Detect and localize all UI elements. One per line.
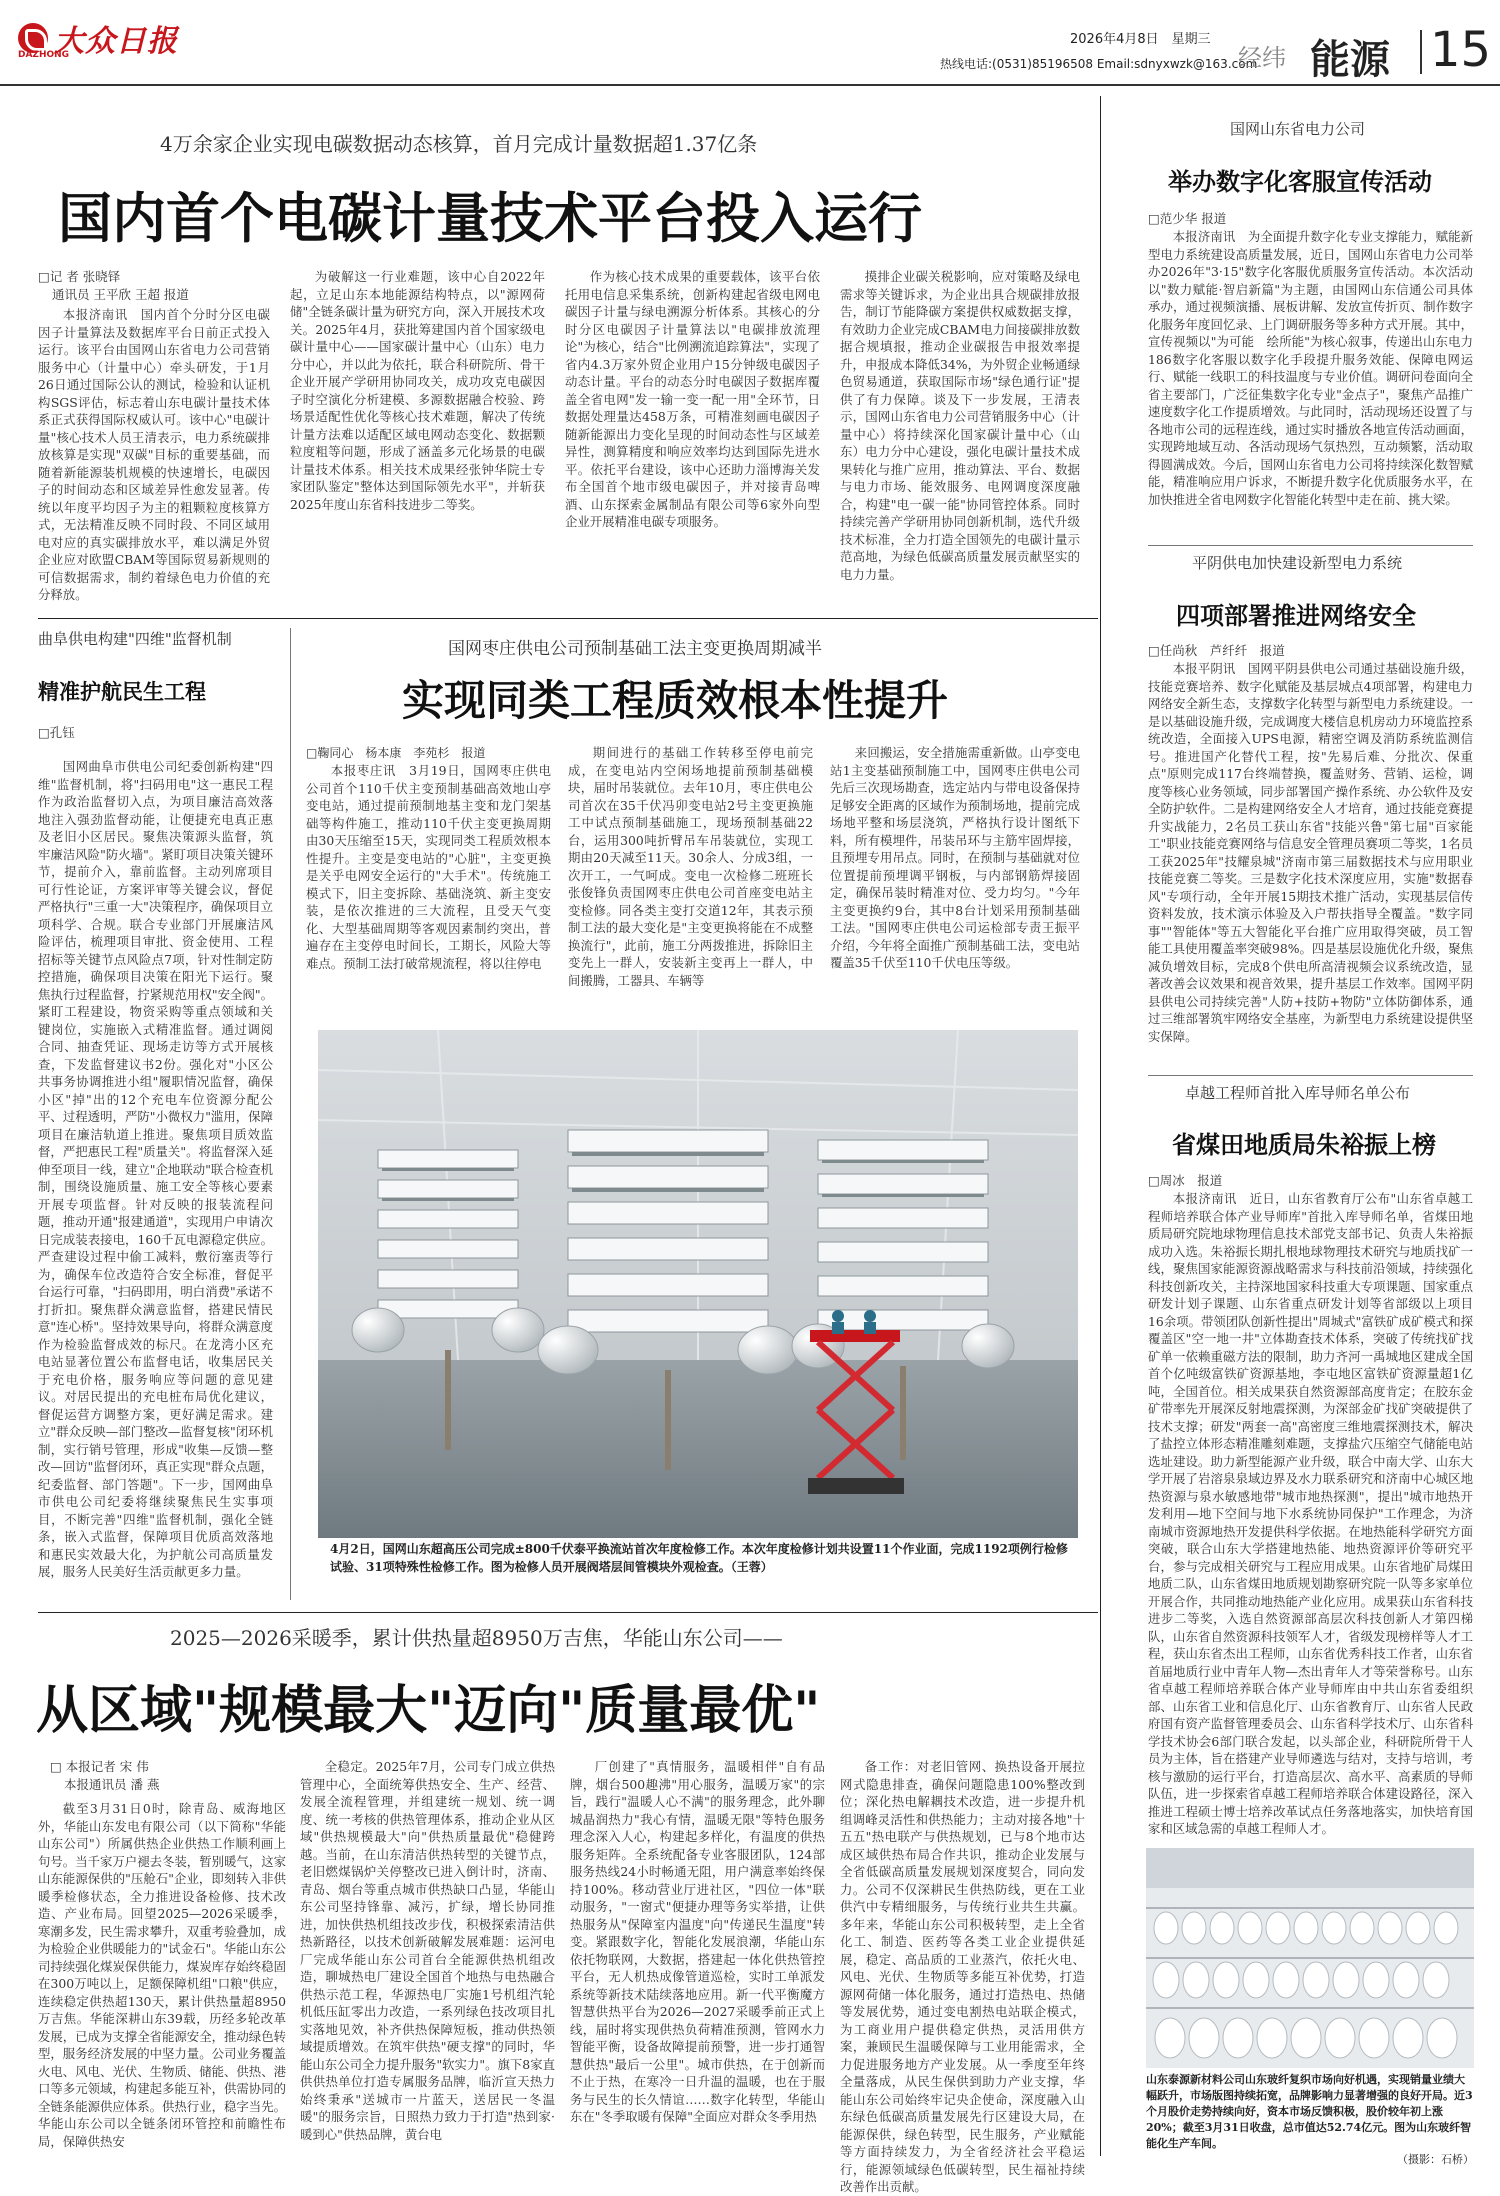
issue-date: 2026年4月8日 星期三 xyxy=(1070,32,1211,47)
lower-section-divider xyxy=(38,1612,1098,1613)
article7-byline-correspondent: 本报通讯员 潘 燕 xyxy=(64,1777,160,1792)
article2-body: 本报济南讯 为全面提升数字化专业支撑能力，赋能新型电力系统建设高质量发展，近日，国网山东省电力公司举办2026年"3·15"数字化客服优质服务宣传活动。本次活动以"数力赋能·智启新篇"为主题，由国网山东信通公司具体承办，通过视频演播、展板讲解、发放宣传折页、制作数字化服务年度回忆录、上门调研服务等多种方式开展。其中，宣传视频以"为可能 绘所能"为核心叙事，传递出山东电力186数字化客服以数字化手段提升服务效能、保障电网运行、赋能一线职工的科技温度与专业价值。调研问卷面向全省主要部门，广泛征集数字化专业"金点子"，聚焦产品推广速度数字化工作提质增效。与此同时，活动现场还设置了与各地市公司的远程连线，通过实时播放各地宣传活动画面，实现跨地域互动、各活动现场气氛热烈，互动频繁，活动取得圆满成效。今后，国网山东省电力公司将持续深化数智赋能，精准响应用户诉求，不断提升数字化优质服务水平，在加快推进全省电网数字化智能化转型中走在前、挑大梁。 xyxy=(1148,229,1473,507)
article3-byline: □任尚秋 芦纤纤 报道 xyxy=(1148,643,1285,658)
article7-column-3: 厂创建了"真情服务，温暖相伴"自有品牌，烟台500趣沸"用心服务，温暖万家"的宗旨，践行"温暖人心不满"的服务理念，此外聊城晶润热力"我心有情，温暖无限"等特色服务理念深入人心，构建起多样化，有温度的供热服务矩阵。全系统配备专业客服团队，124部服务热线24小时畅通无阻，用户满意率始终保持100%。移动营业厅进社区，"四位一体"联动服务，"一窗式"便捷办理等务实举措，让供热服务从"保障室内温度"向"传递民生温度"转变。紧跟数字化，智能化发展浪潮，华能山东依托物联网，大数据，搭建起一体化供热管控平台，无人机热成像管道巡检，实时工单派发系统等新技术陆续落地应用。新一代平衡魔方智慧供热平台为2026—2027采暖季前正式上线，届时将实现供热负荷精准预测，管网水力智能平衡，设备故障提前预警，进一步打通智慧供热"最后一公里"。城市供热，在于创新而不止于热，在寒冷一日升温的温暖，也在于服务与民生的长久情谊……数字化转型，华能山东在"冬季取暖有保障"全面应对群众冬季用热 xyxy=(570,1759,825,2124)
article2-headline: 举办数字化客服宣传活动 xyxy=(1168,168,1432,196)
photo1-caption-text: 4月2日，国网山东超高压公司完成±800千伏泰平换流站首次年度检修工作。本次年度检修计划共设置11个作业面，完成1192项例行检修试验、31项特殊性检修工作。图为检修人员开展阀塔层间管模块外观检查。 xyxy=(330,1542,1068,1574)
article1-headline: 国内首个电碳计量技术平台投入运行 xyxy=(58,187,922,250)
article6-byline: □周冰 报道 xyxy=(1148,1173,1223,1188)
article7-column-2: 全稳定。2025年7月，公司专门成立供热管理中心，全面统筹供热安全、生产、经营、发展全流程管理，并组建统一规划、统一调度、统一考核的供热管理体系，推动企业从区域"供热规模最大"向"供热质量最优"稳健跨越。当前，在山东清洁供热转型的关键节点，老旧燃煤锅炉关停整改已进入倒计时，济南、青岛、烟台等重点城市供热缺口凸显，华能山东公司坚持锋靠、减污，扩绿，增长协同推进，加快供热机组技改步伐，积极探索清洁供热新路径，以技术创新破解发展难题：运河电厂完成华能山东公司首台全能源供热机组改造，聊城热电厂建设全国首个地热与电热融合供热示范工程，华源热电厂实施1号机组汽轮机低压缸零出力改造，一系列绿色技改项目扎实落地见效，补齐供热保障短板，推动供热领域提质增效。在筑牢供热"硬支撑"的同时，华能山东公司全力提升服务"软实力"。旗下8家直供供热单位打造专属服务品牌，临沂宣天热力始终秉承"送城市一片蓝天，送居民一冬温暖"的服务宗旨，日照热力致力于打造"热到家·暖到心"供热品牌，黄台电 xyxy=(300,1759,555,2142)
article3-headline: 四项部署推进网络安全 xyxy=(1176,602,1416,630)
article1-byline-reporter: □记 者 张晓铎 xyxy=(38,269,121,284)
section-subtitle: 经纬 xyxy=(1238,44,1286,72)
article5-column-3: 来回搬运，安全措施需重新做。山亭变电站1主变基础预制施工中，国网枣庄供电公司先后三次现场勘查，选定站内与带电设备保持足够安全距离的区域作为预制场地，提前完成场地平整和场层浇筑，严格执行设计图纸下料，所有模埋件，吊装吊环与主筋牢固焊接，且预埋专用吊点。同时，在预制与基础就对位位置提前预埋调平钢板，与内部钢筋焊接固定，确保吊装时精准对位、受力均匀。"今年主变更换约9台，其中8台计划采用预制基础工法。"国网枣庄供电公司运检部专责王振平介绍，今年将全面推广预制基础工法，变电站覆盖35千伏至110千伏电压等级。 xyxy=(830,745,1080,970)
article4-kicker: 曲阜供电构建"四维"监督机制 xyxy=(38,630,232,648)
fiberglass-spools-illustration xyxy=(1146,1848,1474,2068)
page-number: 15 xyxy=(1430,22,1492,78)
photo2-credit: （摄影：石桥） xyxy=(1397,2153,1474,2166)
article1-kicker: 4万余家企业实现电碳数据动态核算，首月完成计量数据超1.37亿条 xyxy=(160,132,758,156)
article2-divider xyxy=(1148,545,1473,546)
article3-body: 本报平阴讯 国网平阴县供电公司通过基础设施升级，技能竞赛培养、数字化赋能及基层城点4项部署，构建电力网络安全新生态，支撑数字化转型与新型电力系统建设。一是以基础设施升级，完成调度大楼信息机房动力环境监控系统改造，全面接入UPS电源，精密空调及消防系统监测信号。推进国产化替代工程，按"先易后难、分批次、保重点"原则完成117台终端替换，覆盖财务、营销、运检，调度等核心业务领域，同步部署国产操作系统、办公软件及安全防护软件。二是构建网络安全人才培育，通过技能竞赛提升实战能力，2名员工获山东省"技能兴鲁"第七届"百家能工"职业技能竞赛网络与信息安全管理员赛项二等奖，1名员工获2025年"技耀泉城"济南市第三届数据技术与应用职业技能竞赛二等奖。三是数字化技术深度应用，实施"数据春风"专项行动，全年开展15期技术推广活动，实现基层信传资料发放，技术演示体验及入户帮扶指导全覆盖。"数字同事""智能体"等五大智能化平台推广应用取得突破，员工智能工具使用覆盖率突破98%。四是基层设施优化升级，聚焦减负增效目标，完成8个供电所高清视频会议系统改造，显著改善会议效果和视音效果，提升基层工作效率。国网平阴县供电公司持续完善"人防+技防+物防"立体防御体系，通过三维部署筑牢网络安全基座，为新型电力系统建设提供坚实保障。 xyxy=(1148,661,1473,1044)
article7-byline xyxy=(50,1758,159,1794)
photo2-caption-text: 山东泰源新材料公司山东玻纤复织市场向好机遇，实现销量业绩大幅跃升，市场版图持续拓宽，品牌影响力显著增强的良好开局。近3个月股价走势持续向好，资本市场反馈积极，股价较年初上涨20%；截至3月31日收盘，总市值达52.74亿元。图为山东玻纤智能化生产车间。 xyxy=(1146,2073,1473,2150)
article5-kicker: 国网枣庄供电公司预制基础工法主变更换周期减半 xyxy=(448,639,822,659)
section-title: 能源 xyxy=(1310,37,1390,83)
article7-column-1: 截至3月31日0时，除青岛、威海地区外，华能山东发电有限公司（以下简称"华能山东公司"）所属供热企业供热工作顺利画上句号。当千家万户褪去冬装，暂别暖气，这家山东能源保供的"压舱石"企业，即刻转入非供暖季检修状态，全力推进设备检修、技术改造、产业布局。回望2025—2026采暖季，寒潮多发，民生需求攀升，双重考验叠加，成为检验企业供暖能力的"试金石"。华能山东公司持续强化煤炭保供能力，煤炭库存始终稳固在300万吨以上，足额保障机组"口粮"供应，连续稳定供热超130天，累计供热量超8950万吉焦。华能深耕山东39载，历经多轮改革发展，已成为支撑全省能源安全，推动绿色转型，服务经济发展的中坚力量。公司业务覆盖火电、风电、光伏、生物质、储能、供热、港口等多元领域，构建起多能互补，供需协同的全链条能源供应体系。供热行业，稳字当先。华能山东公司以全链条闭环管控和前瞻性布局，保障供热安 xyxy=(38,1801,286,2149)
contact-line: 热线电话:(0531)85196508 Email:sdnyxwzk@163.com xyxy=(940,57,1258,71)
right-column-divider xyxy=(1100,96,1101,2156)
article4-byline: □孔钰 xyxy=(38,725,75,740)
article1-column-1: 本报济南讯 国内首个分时分区电碳因子计量算法及数据库平台日前正式投入运行。该平台由国网山东省电力公司营销服务中心（计量中心）牵头研发，于1月26日通过国际公认的测试，检验和认证机构SGS评估，标志着山东电碳计量技术体系正式获得国际权威认可。该中心"电碳计量"核心技术人员王清表示，电力系统碳排放核算是实现"双碳"目标的重要基础，而随着新能源装机规模的快速增长，电碳因子的时间动态和区域差异性愈发显著。传统以年度平均因子为主的粗颗粒度核算方式，无法精准反映不同时段、不同区域用电对应的真实碳排放水平，难以满足外贸企业应对欧盟CBAM等国际贸易新规则的可信数据需求，制约着绿色电力价值的充分释放。 xyxy=(38,307,270,602)
masthead xyxy=(0,0,1500,86)
article5-column-2: 期间进行的基础工作转移至停电前完成，在变电站内空闲场地提前预制基础模块，届时吊装就位。去年10月，枣庄供电公司首次在35千伏冯卯变电站2号主变更换施工中试点预制基础施工，现场预制基础22台，运用300吨折臂吊车吊装就位，实现工期由20天减至11天。30余人、分成3组，一次开工，一气呵成。变电一次检修二班班长张俊锋负责国网枣庄供电公司首座变电站主变检修。同各类主变打交道12年，其表示预制工法的最大变化是"主变更换将能在不成整换流行"，此前，施工分两拨推进，拆除旧主变先上一群人，安装新主变再上一群人，中间搬腾，工器具、车辆等 xyxy=(568,745,813,988)
article2-kicker: 国网山东省电力公司 xyxy=(1230,120,1366,138)
article3-divider xyxy=(1148,1075,1473,1076)
logo-subtitle: DAZHONG xyxy=(18,50,70,60)
article6-body: 本报济南讯 近日，山东省教育厅公布"山东省卓越工程师培养联合体产业导师库"首批入库导师名单，省煤田地质局研究院地球物理信息技术部党支部书记、负责人朱裕振成功入选。朱裕振长期扎根地球物理技术研究与地质找矿一线，聚焦国家能源资源战略需求与科技前沿领域，持续强化科技创新攻关，主持深地国家科技重大专项课题、国家重点研发计划子课题、山东省重点研发计划等省部级以上项目16余项。带领团队创新性提出"周城式"富铁矿成矿模式和探覆盖区"空一地一井"立体勘查技术体系，突破了传统找矿找矿单一依赖重磁方法的限制，助力齐河一禹城地区建成全国首个亿吨级富铁矿资源基地，李屯地区富铁矿资源量超1亿吨，全国首位。相关成果获自然资源部高度肯定；在胶东金矿带率先开展深反射地震探测，为深部金矿找矿突破提供了技术支撑；研发"两套一高"高密度三维地震探测技术，解决了盐控立体形态精准雕刻难题，支撑盐穴压缩空气储能电站选址建设。助力新型能源产业升级，联合中南大学、山东大学开展了岩溶泉泉域边界及水力联系研究和济南中心城区地热资源与泉水敏感地带"城市地热探测"，提出"城市地热开发利用—地下空间与地下水系统协同保护"工作理念，为济南城市资源地热开发提供科学依据。在地热能科学研究方面突破，联合山东大学搭建地热能、地热资源评价等研究平台，参与完成相关研究与工程应用成果。山东省地矿局煤田地质二队，山东省煤田地质规划勘察研究院一队等多家单位开展合作，共同推动地热能产业化应用。成果获山东省科技进步二等奖，入选自然资源部高层次科技创新人才第四梯队，山东省自然资源科技领军人才，省级发现榜样等人才工程，获山东省杰出工程师，山东省优秀科技工作者，山东省首届地质行业中青年人物—杰出青年人才等荣誉称号。山东省卓越工程师培养联合体产业导师库由中共山东省委组织部、山东省工业和信息化厅、山东省教育厅、山东省人民政府国有资产监督管理委员会、山东省科学技术厅、山东省科学技术协会6部门联合发起，以头部企业，科研院所骨干人员为主体，旨在搭建产业导师遴选与结对，支持与培训，考核与激励的运行平台，打造高层次、高水平、高素质的导师队伍，进一步探索省卓越工程师培养联合体建设路径，深入推进工程硕士博士培养改革试点任务落地落实，加快培育国家和区域急需的卓越工程师人才。 xyxy=(1148,1191,1473,1836)
article5-column-1: 本报枣庄讯 3月19日，国网枣庄供电公司首个110千伏主变预制基础高效地山亭变电站，通过提前预制地基主变和龙门架基础等构件施工，推动110千伏主变更换周期由30天压缩至15天，实现同类工程质效根本性提升。主变是变电站的"心脏"，主变更换是关乎电网安全运行的"大手术"。传统施工模式下，旧主变拆除、基础浇筑、新主变安装，是依次推进的三大流程，且受天气变化、大型基础周期等客观因素制约突出，普遍存在主变停电时间长，工期长，风险大等难点。预制工法打破常规流程，将以往停电 xyxy=(306,763,551,971)
photo1-caption xyxy=(330,1540,1075,1576)
fiberglass-factory-photo xyxy=(1146,1848,1474,2068)
converter-station-photo xyxy=(318,1030,1078,1538)
article1-column-2: 为破解这一行业难题，该中心自2022年起，立足山东本地能源结构特点，以"源网荷储"全链条碳计量为研究方向，深入开展技术攻关。2025年4月，获批筹建国内首个国家级电碳计量中心——国家碳计量中心（山东）电力分中心，并以此为依托，联合科研院所、骨干企业开展产学研用协同攻关，成功攻克电碳因子时空演化分析建模、多源数据融合校验、跨场景适配性优化等核心技术难题，解决了传统计量方法难以适配区域电网动态变化、数据颗粒度粗等问题，形成了涵盖多元化场景的电碳计量技术体系。相关技术成果经张钟华院士专家团队鉴定"整体达到国际领先水平"，并斩获2025年度山东省科技进步二等奖。 xyxy=(290,269,545,512)
logo-title: 大众日报 xyxy=(54,24,178,59)
article6-headline: 省煤田地质局朱裕振上榜 xyxy=(1172,1131,1436,1159)
article1-column-3: 作为核心技术成果的重要载体，该平台依托用电信息采集系统，创新构建起省级电网电碳因子计量与绿电溯源分析体系。其核心的分时分区电碳因子计量算法以"电碳排放流理论"为核心，结合"比例溯流追踪算法"，实现了省内4.3万家外贸企业用户15分钟级电碳因子动态计量。平台的动态分时电碳因子数据库覆盖全省电网"发一输一变一配一用"全环节，日数据处理量达458万条，可精准刻画电碳因子随新能源出力变化呈现的时间动态性与区域差异性，测算精度和响应效率均达到国际先进水平。依托平台建设，该中心还助力淄博海关发布全国首个地市级电碳因子，并对接青岛啤酒、山东探索金属制品有限公司等6家外向型企业开展精准电碳专项服务。 xyxy=(565,269,820,529)
article5-headline: 实现同类工程质效根本性提升 xyxy=(402,676,949,725)
upper-section-divider xyxy=(38,618,1098,619)
article3-kicker: 平阴供电加快建设新型电力系统 xyxy=(1192,554,1403,572)
photo2-caption xyxy=(1146,2072,1474,2168)
article7-headline: 从区域"规模最大"迈向"质量最优" xyxy=(36,1681,821,1741)
article7-kicker: 2025—2026采暖季，累计供热量超8950万吉焦，华能山东公司—— xyxy=(170,1626,783,1650)
valve-hall-illustration xyxy=(318,1030,1078,1538)
article4-body: 国网曲阜市供电公司纪委创新构建"四维"监督机制，将"扫码用电"这一惠民工程作为政治监督切入点，为项目廉洁高效落地注入强劲监督动能，让便捷充电真正惠及老旧小区居民。聚焦决策源头监督，筑牢廉洁风险"防火墙"。紧盯项目决策关键环节，提前介入，靠前监督。主动列席项目可行性论证，方案评审等关键会议，督促严格执行"三重一大"决策程序，确保项目立项科学、合规。联合专业部门开展廉洁风险评估，梳理项目审批、资金使用、工程招标等关键节点风险点7项，针对性制定防控措施，确保项目决策在阳光下运行。聚焦执行过程监督，拧紧规范用权"安全阀"。紧盯工程建设，物资采购等重点领域和关键岗位，实施嵌入式精准监督。通过调阅合同、抽查凭证、现场走访等方式开展核查，下发监督建议书2份。强化对"小区公共事务协调推进小组"履职情况监督，确保小区"掉"出的12个充电车位资源分配公平、过程透明，严防"小微权力"滥用，保障项目在廉洁轨道上推进。聚焦项目质效监督，严把惠民工程"质量关"。将监督深入延伸至项目一线，建立"企地联动"联合检查机制，围绕设施质量、施工安全等核心要素开展专项监督。针对反映的报装流程问题，推动开通"报建通道"，实现用户申请次日完成装表接电，160千瓦电源稳定供应。严查建设过程中偷工减料，敷衍塞责等行为，确保车位改造符合安全标准，督促平台运行可靠，"扫码即用，明白消费"承诺不打折扣。聚焦群众满意监督，搭建民情民意"连心桥"。坚持效果导向，将群众满意度作为检验监督成效的标尺。在龙湾小区充电站显著位置公布监督电话，收集居民关于充电价格，服务响应等问题的意见建议。对居民提出的充电桩布局优化建议，督促运营方调整方案，更好满足需求。建立"群众反映—部门整改—监督复核"闭环机制，实行销号管理，形成"收集—反馈—整改—回访"监督闭环，真正实现"群众点题，纪委监督、部门答题"。下一步，国网曲阜市供电公司纪委将继续聚焦民生实事项目，不断完善"四维"监督机制，强化全链条，嵌入式监督，保障项目优质高效落地和惠民实效最大化，为护航公司高质量发展，服务人民美好生活贡献更多力量。 xyxy=(38,759,273,1579)
article1-column-4: 摸排企业碳关税影响，应对策略及绿电需求等关键诉求，为企业出具合规碳排放报告，制订节能降碳方案提供权威数据支撑，有效助力企业完成CBAM电力间接碳排放数据合规填报，推动企业碳报告申报效率提升，申报成本降低34%，为外贸企业畅通绿色贸易通道，获取国际市场"绿色通行证"提供了有力保障。谈及下一步发展，王清表示，国网山东省电力公司营销服务中心（计量中心）将持续深化国家碳计量中心（山东）电力分中心建设，强化电碳计量技术成果转化与推广应用，推动算法、平台、数据与电力市场、能效服务、电网调度深度融合，构建"电一碳一能"协同管控体系。同时持续完善产学研用协同创新机制，选代升级技术标准，全力打造全国领先的电碳计量示范高地，为绿色低碳高质量发展贡献坚实的电力力量。 xyxy=(840,269,1080,582)
article7-column-4: 备工作：对老旧管网、换热设备开展拉网式隐患排查，确保问题隐患100%整改到位；深化热电解耦技术改造，进一步提升机组调峰灵活性和供热能力；主动对接各地"十五五"热电联产与供热规划，已与8个地市达成区域供热布局合作共识，推动企业发展与全省低碳高质量发展规划深度契合，同向发力。公司不仅深耕民生供热防线，更在工业供汽中专精细服务，与传统行业共生共赢。多年来，华能山东公司积极转型，走上全省化工、制造、医药等各类工业企业提供延展，稳定、高品质的工业蒸汽，依托火电、风电、光伏、生物质等多能互补优势，打造源网荷储一体化服务，通过打造热电、热储等发展优势，通过变电割热电站联企模式，为工商业用户提供稳定供热，灵活用供方案，兼顾民生温暖保障与工业用能需求，全力促进服务地方产业发展。从一季度至年终全量落成，从民生保供到助力产业支撑，华能山东公司始终牢记央企使命，深度融入山东绿色低碳高质量发展先行区建设大局，在能源保供，绿色转型，民生服务，产业赋能等方面持续发力，为全省经济社会平稳运行，能源领域绿色低碳转型，民生福祉持续改善作出贡献。 xyxy=(840,1759,1085,2194)
article6-kicker: 卓越工程师首批入库导师名单公布 xyxy=(1185,1084,1411,1102)
article7-byline-reporter: □ 本报记者 宋 伟 xyxy=(50,1759,149,1774)
article4-headline: 精准护航民生工程 xyxy=(38,680,206,704)
photo1-credit: （王蓉） xyxy=(730,1560,773,1574)
article1-byline xyxy=(38,268,189,304)
article1-byline-correspondent: 通讯员 王平欣 王超 报道 xyxy=(52,287,189,302)
page-number-divider xyxy=(1420,30,1422,74)
article5-byline: □鞠同心 杨本康 李苑杉 报道 xyxy=(306,746,486,760)
article2-byline: □范少华 报道 xyxy=(1148,211,1227,226)
logo-emblem-icon xyxy=(18,23,48,53)
article4-divider xyxy=(290,628,291,1600)
